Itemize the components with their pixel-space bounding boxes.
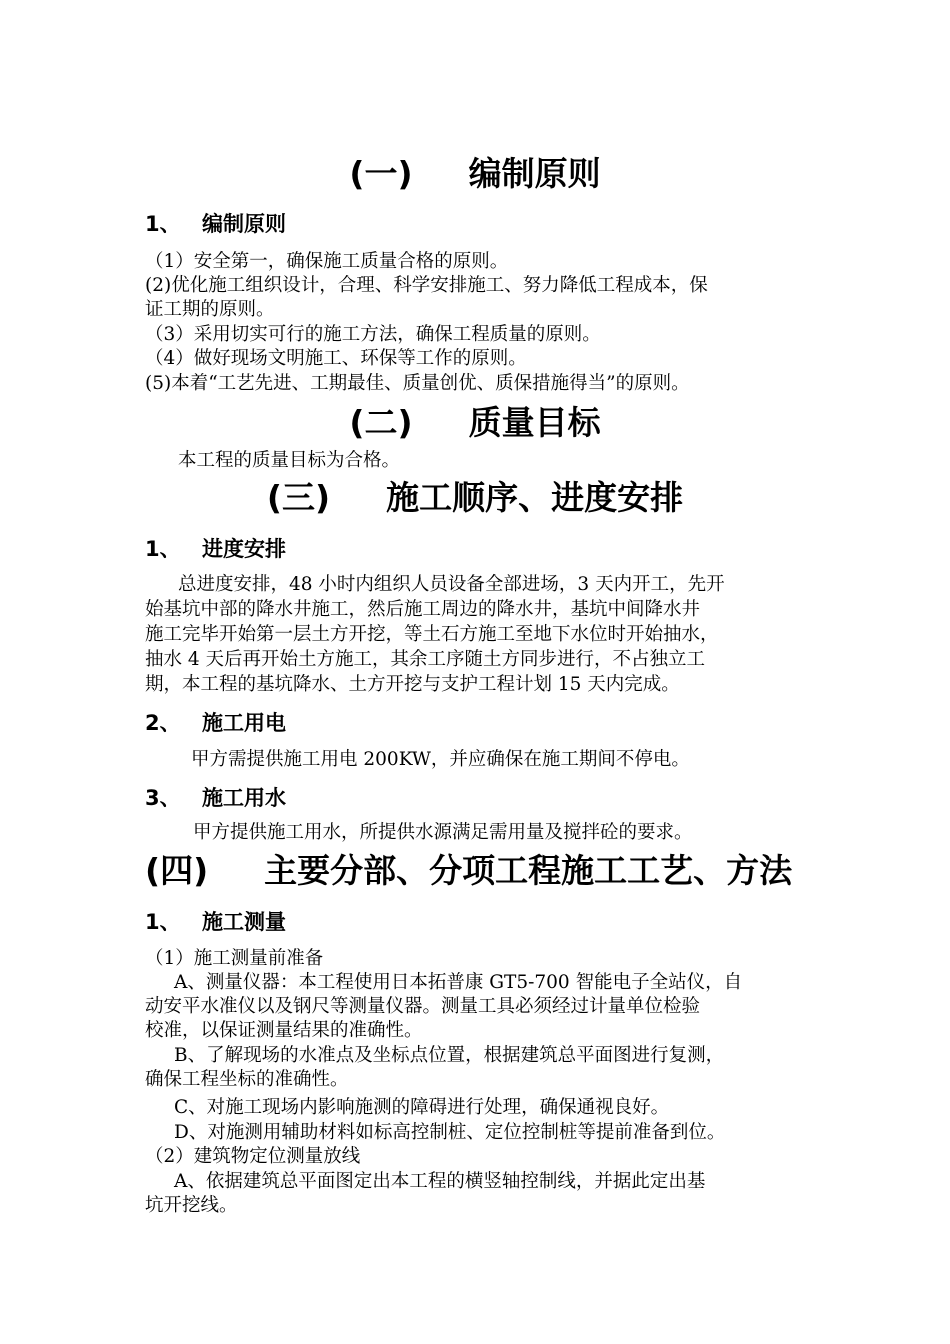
paragraph-line: 甲方提供施工用水，所提供水源满足需用量及搅拌砼的要求。: [193, 822, 693, 843]
subsection-heading: [145, 535, 286, 563]
section-heading-1: [0, 154, 950, 194]
subsection-number: 1、: [145, 910, 181, 934]
paragraph-line: (5)本着“工艺先进、工期最佳、质量创优、质保措施得当”的原则。: [145, 373, 690, 394]
paragraph-line: （4）做好现场文明施工、环保等工作的原则。: [145, 348, 527, 369]
section-title: 主要分部、分项工程施工工艺、方法: [264, 851, 793, 890]
paragraph-line: B、了解现场的水准点及坐标点位置，根据建筑总平面图进行复测，: [174, 1045, 725, 1066]
paragraph-line: A、测量仪器：本工程使用日本拓普康 GT5-700 智能电子全站仪，自: [174, 972, 743, 993]
paragraph-line: 甲方需提供施工用电 200KW，并应确保在施工期间不停电。: [191, 749, 690, 770]
paragraph-line: （2）建筑物定位测量放线: [145, 1146, 361, 1167]
paragraph-line: 期，本工程的基坑降水、土方开挖与支护工程计划 15 天内完成。: [145, 674, 680, 695]
subsection-title: 施工用电: [202, 711, 286, 735]
subsection-number: 2、: [145, 711, 181, 735]
paragraph-line: 动安平水准仪以及钢尺等测量仪器。测量工具必须经过计量单位检验: [145, 996, 701, 1017]
subsection-heading: [145, 210, 286, 238]
paragraph-line: （1）施工测量前准备: [145, 948, 324, 969]
section-title: 施工顺序、进度安排: [386, 478, 684, 517]
paragraph-line: 本工程的质量目标为合格。: [178, 450, 401, 471]
section-heading-4: [145, 851, 945, 891]
paragraph-line: 总进度安排，48 小时内组织人员设备全部进场，3 天内开工，先开: [178, 574, 725, 595]
subsection-title: 编制原则: [202, 212, 286, 236]
paragraph-line: A、依据建筑总平面图定出本工程的横竖轴控制线，并据此定出基: [174, 1171, 706, 1192]
subsection-title: 进度安排: [202, 537, 286, 561]
section-title: 质量目标: [468, 403, 601, 442]
paragraph-line: （3）采用切实可行的施工方法，确保工程质量的原则。: [145, 324, 601, 345]
section-number: (一): [349, 154, 413, 193]
paragraph-line: （1）安全第一，确保施工质量合格的原则。: [145, 251, 509, 272]
section-heading-2: [0, 403, 950, 443]
subsection-title: 施工测量: [202, 910, 286, 934]
section-heading-3: [0, 478, 950, 518]
paragraph-line: 始基坑中部的降水井施工，然后施工周边的降水井，基坑中间降水井: [145, 599, 701, 620]
subsection-number: 1、: [145, 537, 181, 561]
paragraph-line: C、对施工现场内影响施测的障碍进行处理，确保通视良好。: [174, 1097, 670, 1118]
paragraph-line: 施工完毕开始第一层土方开挖，等土石方施工至地下水位时开始抽水，: [145, 624, 719, 645]
paragraph-line: 证工期的原则。: [145, 299, 275, 320]
paragraph-line: 坑开挖线。: [145, 1195, 238, 1216]
subsection-heading: [145, 908, 286, 936]
paragraph-line: 抽水 4 天后再开始土方施工，其余工序随土方同步进行，不占独立工: [145, 649, 706, 670]
paragraph-line: 校准，以保证测量结果的准确性。: [145, 1020, 423, 1041]
paragraph-line: D、对施测用辅助材料如标高控制桩、定位控制桩等提前准备到位。: [174, 1122, 726, 1143]
section-number: (二): [349, 403, 413, 442]
subsection-number: 3、: [145, 786, 181, 810]
section-number: (三): [266, 478, 331, 517]
subsection-heading: [145, 709, 286, 737]
section-title: 编制原则: [468, 154, 601, 193]
subsection-number: 1、: [145, 212, 181, 236]
subsection-heading: [145, 784, 286, 812]
paragraph-line: (2)优化施工组织设计，合理、科学安排施工、努力降低工程成本，保: [145, 275, 708, 296]
paragraph-line: 确保工程坐标的准确性。: [145, 1069, 349, 1090]
subsection-title: 施工用水: [202, 786, 286, 810]
section-number: (四): [145, 851, 209, 890]
